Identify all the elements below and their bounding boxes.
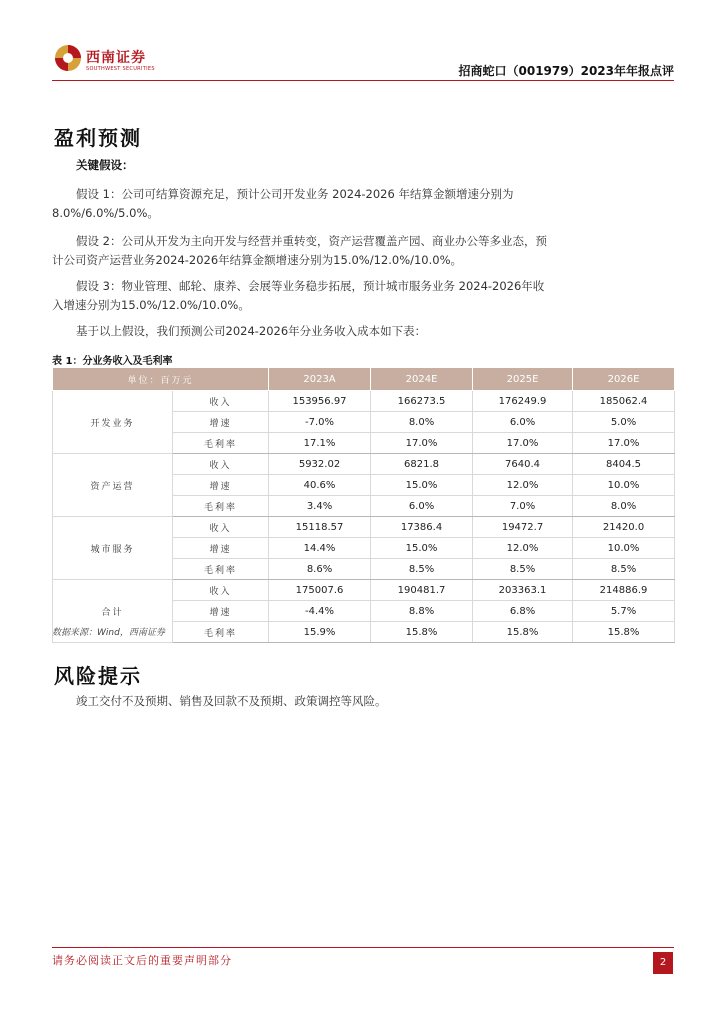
metric-cell: 收入	[173, 391, 269, 412]
metric-cell: 收入	[173, 580, 269, 601]
header-divider	[52, 80, 674, 81]
value-cell: 6821.8	[371, 454, 473, 475]
logo-mark-icon	[54, 44, 82, 72]
metric-cell: 毛利率	[173, 559, 269, 580]
value-cell: 7.0%	[473, 496, 573, 517]
value-cell: 3.4%	[269, 496, 371, 517]
value-cell: 17.0%	[473, 433, 573, 454]
table-row	[53, 517, 675, 538]
assumption-paragraph-1: 假设 1：公司可结算资源充足，预计公司开发业务 2024-2026 年结算金额增速分别为8.0%/6.0%/5.0%。	[52, 187, 514, 220]
metric-cell: 毛利率	[173, 622, 269, 643]
footer-divider	[52, 947, 674, 948]
value-cell: 190481.7	[371, 580, 473, 601]
table-caption: 表 1：分业务收入及毛利率	[52, 356, 173, 367]
value-cell: 15.0%	[371, 475, 473, 496]
assumption-paragraph-2: 假设 2：公司从开发为主向开发与经营并重转变，资产运营覆盖产园、商业办公等多业态，预计公司资产运营业务2024-2026年结算金额增速分别为15.0%/12.0%/10.0%。	[52, 234, 547, 267]
value-cell: 176249.9	[473, 391, 573, 412]
year-header: 2025E	[473, 368, 573, 391]
value-cell: 8.6%	[269, 559, 371, 580]
metric-cell: 毛利率	[173, 433, 269, 454]
value-cell: 15.9%	[269, 622, 371, 643]
section-title-risk: 风险提示	[54, 664, 142, 688]
value-cell: 8.5%	[573, 559, 675, 580]
value-cell: 15.8%	[473, 622, 573, 643]
metric-cell: 增速	[173, 538, 269, 559]
metric-cell: 毛利率	[173, 496, 269, 517]
value-cell: 8.0%	[371, 412, 473, 433]
value-cell: 10.0%	[573, 475, 675, 496]
value-cell: -7.0%	[269, 412, 371, 433]
key-assumptions-label: 关键假设：	[76, 158, 134, 172]
value-cell: 17.0%	[573, 433, 675, 454]
company-logo	[54, 44, 174, 76]
value-cell: 8.0%	[573, 496, 675, 517]
risk-paragraph: 竣工交付不及预期、销售及回款不及预期、政策调控等风险。	[76, 694, 387, 708]
forecast-intro-paragraph: 基于以上假设，我们预测公司2024-2026年分业务收入成本如下表：	[76, 324, 427, 338]
report-title: 招商蛇口（001979）2023年年报点评	[458, 64, 674, 78]
value-cell: 8404.5	[573, 454, 675, 475]
page-header	[0, 0, 724, 84]
value-cell: 15.0%	[371, 538, 473, 559]
value-cell: 8.5%	[371, 559, 473, 580]
logo-english-text: SOUTHWEST SECURITIES	[86, 66, 155, 72]
data-source-note: 数据来源：Wind，西南证券	[52, 628, 165, 638]
value-cell: 15118.57	[269, 517, 371, 538]
value-cell: 40.6%	[269, 475, 371, 496]
section-title-profit-forecast: 盈利预测	[54, 126, 142, 150]
logo-chinese-text: 西南证券	[86, 50, 146, 66]
year-header: 2024E	[371, 368, 473, 391]
value-cell: 15.8%	[573, 622, 675, 643]
metric-cell: 增速	[173, 601, 269, 622]
value-cell: 166273.5	[371, 391, 473, 412]
year-header: 2026E	[573, 368, 675, 391]
value-cell: 19472.7	[473, 517, 573, 538]
table-header-row	[53, 368, 675, 391]
revenue-margin-table	[52, 367, 675, 643]
value-cell: 17.1%	[269, 433, 371, 454]
unit-header: 单位：百万元	[53, 368, 269, 391]
value-cell: 10.0%	[573, 538, 675, 559]
segment-cell: 开发业务	[53, 391, 173, 454]
value-cell: 17386.4	[371, 517, 473, 538]
year-header: 2023A	[269, 368, 371, 391]
footer-disclaimer: 请务必阅读正文后的重要声明部分	[52, 954, 232, 967]
value-cell: 12.0%	[473, 538, 573, 559]
metric-cell: 收入	[173, 454, 269, 475]
value-cell: 5932.02	[269, 454, 371, 475]
table-row	[53, 454, 675, 475]
page-number: 2	[653, 952, 673, 974]
value-cell: 5.0%	[573, 412, 675, 433]
value-cell: 203363.1	[473, 580, 573, 601]
value-cell: 21420.0	[573, 517, 675, 538]
assumption-paragraph-3: 假设 3：物业管理、邮轮、康养、会展等业务稳步拓展，预计城市服务业务 2024-2026年收入增速分别为15.0%/12.0%/10.0%。	[52, 279, 545, 312]
segment-cell: 资产运营	[53, 454, 173, 517]
metric-cell: 收入	[173, 517, 269, 538]
value-cell: 214886.9	[573, 580, 675, 601]
value-cell: 8.5%	[473, 559, 573, 580]
value-cell: 8.8%	[371, 601, 473, 622]
value-cell: 185062.4	[573, 391, 675, 412]
value-cell: 153956.97	[269, 391, 371, 412]
value-cell: 7640.4	[473, 454, 573, 475]
value-cell: -4.4%	[269, 601, 371, 622]
table-row	[53, 391, 675, 412]
value-cell: 6.8%	[473, 601, 573, 622]
value-cell: 15.8%	[371, 622, 473, 643]
value-cell: 175007.6	[269, 580, 371, 601]
segment-cell: 合计	[53, 580, 173, 643]
value-cell: 14.4%	[269, 538, 371, 559]
value-cell: 17.0%	[371, 433, 473, 454]
metric-cell: 增速	[173, 412, 269, 433]
value-cell: 5.7%	[573, 601, 675, 622]
value-cell: 12.0%	[473, 475, 573, 496]
segment-cell: 城市服务	[53, 517, 173, 580]
value-cell: 6.0%	[473, 412, 573, 433]
metric-cell: 增速	[173, 475, 269, 496]
table-row	[53, 580, 675, 601]
value-cell: 6.0%	[371, 496, 473, 517]
